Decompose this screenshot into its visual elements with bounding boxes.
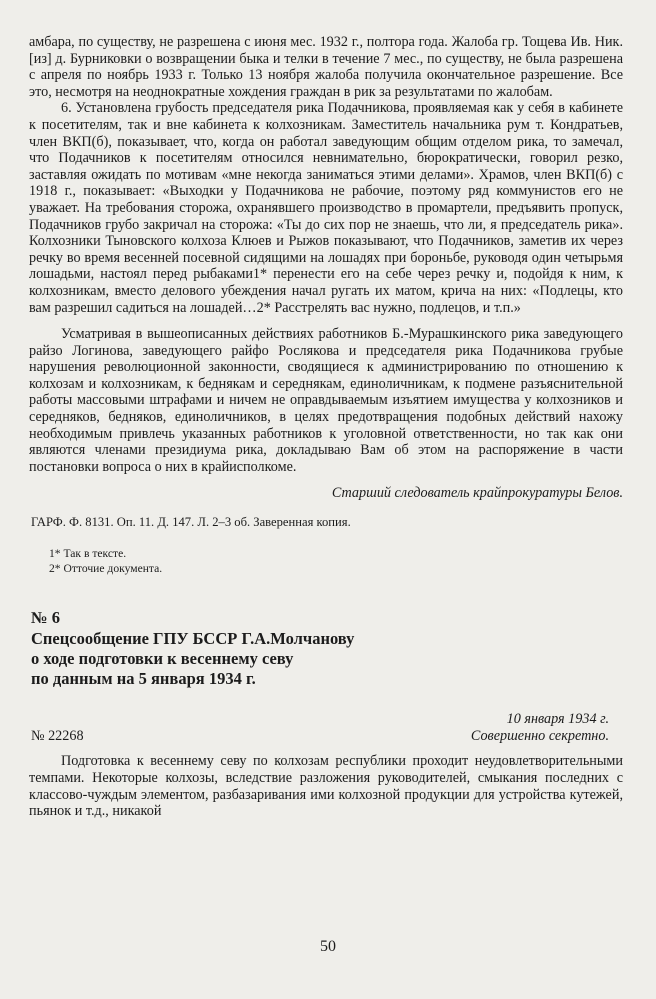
document-meta <box>29 711 623 745</box>
title-line-2: о ходе подготовки к весеннему севу <box>31 649 294 669</box>
document-title <box>31 629 623 689</box>
archive-reference: ГАРФ. Ф. 8131. Оп. 11. Д. 147. Л. 2–3 об. Заверенная копия. <box>31 515 351 530</box>
registration-number: № 22268 <box>31 728 84 745</box>
signature: Старший следователь крайпрокуратуры Белов. <box>331 485 623 502</box>
footnotes <box>49 546 623 576</box>
paragraph-point-6: 6. Установлена грубость председателя рика Подачникова, проявляемая как у себя в кабинете к посетителям, так и вне кабинета к колхозникам. Заместитель начальника рум т. Кондратьев, член ВКП(б), показывает, что, когда он работал заведующим общим отделом рика, то замечал, что Подачников к посетителям относился невнимательно, бюрократически, говорил резко, заставляя ожидать по мотивам «мне некогда заниматься этими делами». Храмов, член ВКП(б) с 1918 г., показывает: «Выходки у Подачникова не рабочие, поэтому ряд коммунистов его не уважает. На требования сторожа, охранявшего производство в промартели, предъявить пропуск, Подачников грубо закричал на сторожа: «Ты до сих пор не знаешь, что ли, я председатель рика». Колхозники Тыновского колхоза Клюев и Рыжов показывают, что Подачников, заметив их через речку во время весенней посевной сидящими на лошадях при бороньбе, руководя один четырьмя лошадьми, настоял перед рыбаками1* перенести его на себе через речку и, подойдя к ним, к колхозникам, вместо делового убеждения начал ругать их матом, крича на них: «Подлецы, кто вам разрешил садиться на лошадей…2* Расстрелять вас нужно, подлецов, и т.п.» <box>29 100 623 316</box>
title-line-1: Спецсообщение ГПУ БССР Г.А.Молчанову <box>31 629 355 649</box>
footnote-1: 1* Так в тексте. <box>49 547 127 561</box>
paragraph-conclusion: Усматривая в вышеописанных действиях работников Б.-Мурашкинского рика заведующего райзо Логинова, заведующего райфо Рослякова и председателя рика Подачникова грубые нарушения революционной законности, сводящиеся к администрированию по отношению к колхозам и колхозникам, к беднякам и середнякам, единоличникам, к подмене разъяснительной работы массовыми штрафами и ничем не оправдываемым изъятием имущества у колхозников и середняков, бедняков, единоличников, в целях предотвращения подобных действий нахожу необходимым привлечь указанных работников к уголовной ответственности, но так как они являются членами президиума рика, докладываю Вам об этом на распоряжение в части постановки вопроса о них в крайисполкоме. <box>29 326 623 475</box>
paragraph-continuation: амбара, по существу, не разрешена с июня мес. 1932 г., полтора года. Жалоба гр. Тощева Ив. Ник. [из] д. Бурниковки о возвращении быка и телки в течение 7 мес., по существу, не была разрешена с апреля по ноябрь 1933 г. Только 13 ноября жалоба получила окончательное разрешение. Все это, несмотря на неоднократные хождения граждан в рик за результатами по жалобам. <box>29 34 623 100</box>
classification-label: Совершенно секретно. <box>470 728 609 745</box>
paragraph-body: Подготовка к весеннему севу по колхозам республики проходит неудовлетворительными темпами. Некоторые колхозы, вследствие разложения руководителей, смыкания последних с классово-чуждым элементом, разбазаривания ими колхозной продукции для устройства кутежей, пьянок и т.д., никакой <box>29 753 623 820</box>
footnote-2: 2* Отточие документа. <box>49 562 163 576</box>
page-number: 50 <box>320 938 336 955</box>
title-line-3: по данным на 5 января 1934 г. <box>31 669 256 689</box>
document-page <box>29 34 623 820</box>
document-number: № 6 <box>31 608 60 628</box>
document-date: 10 января 1934 г. <box>506 711 609 728</box>
